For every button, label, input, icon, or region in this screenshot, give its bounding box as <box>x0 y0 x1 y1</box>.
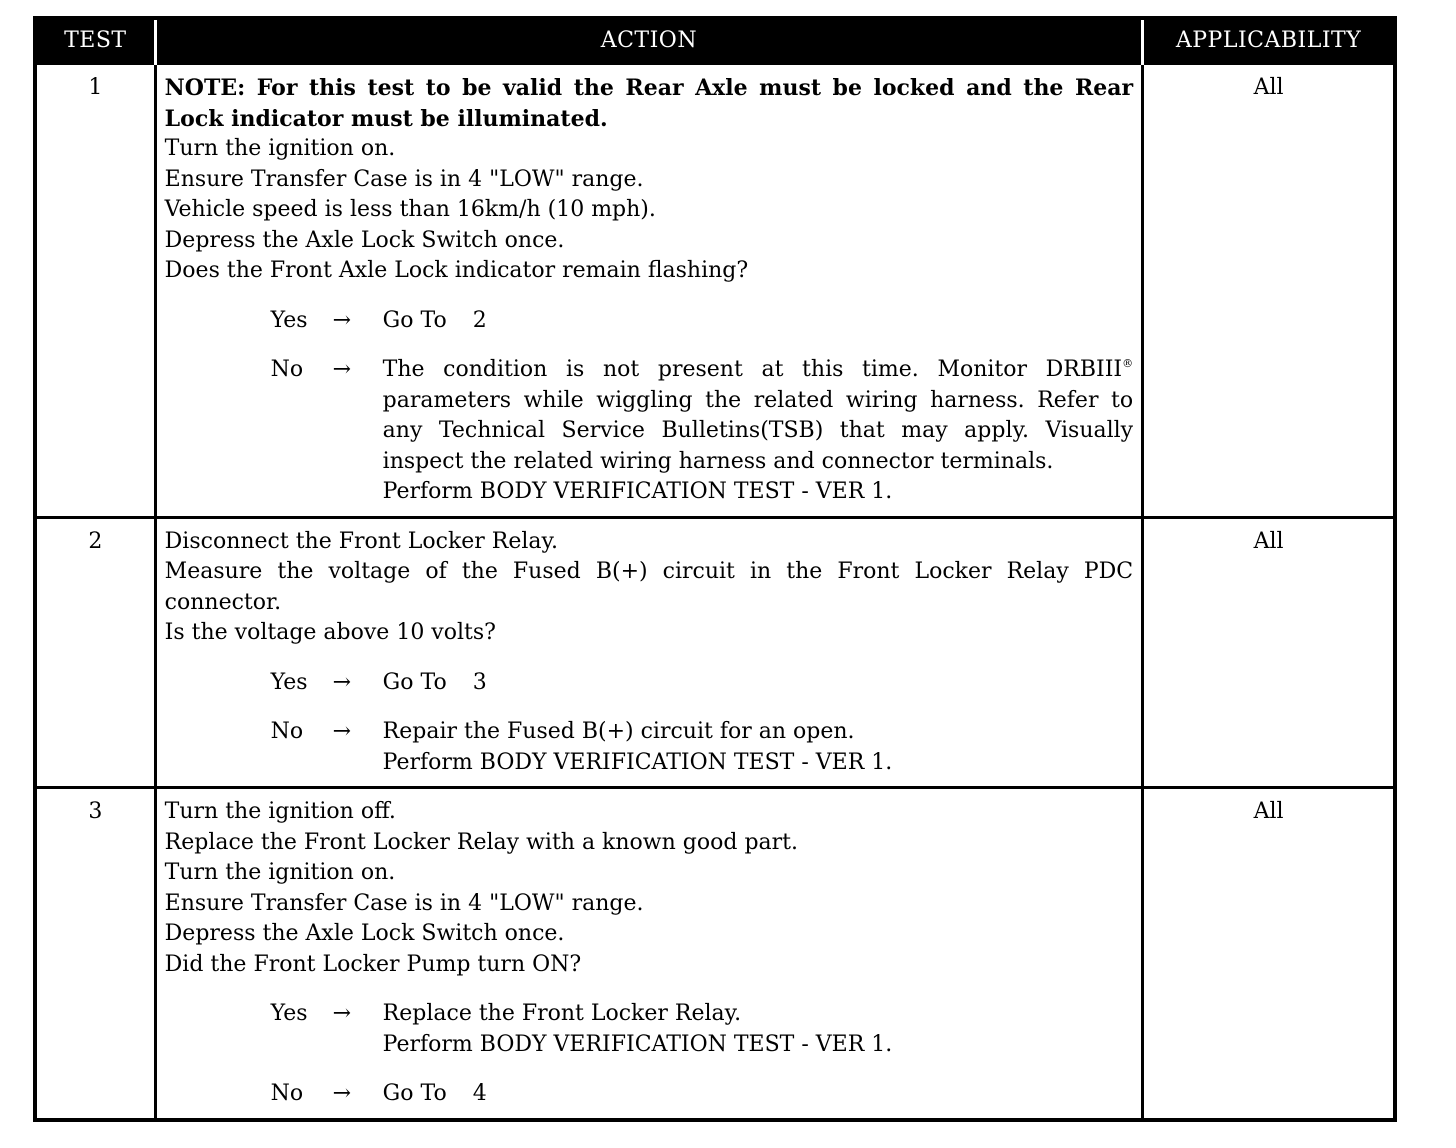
yes-result <box>383 999 1133 1060</box>
applicability-value: All <box>1143 64 1395 518</box>
goto-number: 4 <box>472 1081 487 1106</box>
goto-number: 3 <box>472 669 487 695</box>
action-line: Depress the Axle Lock Switch once. <box>164 227 565 253</box>
yes-result-line: Perform BODY VERIFICATION TEST - VER 1. <box>382 1031 893 1057</box>
applicability-value: All <box>1143 788 1395 1120</box>
action-cell <box>155 788 1142 1120</box>
arrow-icon: → <box>332 669 352 695</box>
yes-result <box>383 668 1133 699</box>
table-header-row <box>35 18 1395 64</box>
header-test: TEST <box>35 18 155 64</box>
test-number: 1 <box>35 64 155 518</box>
goto-text: Go To <box>382 669 447 695</box>
action-cell <box>155 64 1142 518</box>
no-label: No <box>270 719 304 744</box>
no-outcome <box>165 717 1133 778</box>
goto-text: Go To <box>382 1081 447 1106</box>
action-line: Measure the voltage of the Fused B(+) circuit in the Front Locker Relay PDC connector. <box>164 559 1134 615</box>
registered-mark: ® <box>1122 357 1134 370</box>
action-line: Is the voltage above 10 volts? <box>164 620 496 645</box>
action-line: Depress the Axle Lock Switch once. <box>164 921 565 946</box>
action-line: Turn the ignition on. <box>164 136 396 161</box>
goto-number: 2 <box>472 307 487 333</box>
diagnostic-test-table <box>33 16 1397 1122</box>
action-line: Turn the ignition on. <box>164 860 396 885</box>
note-text: NOTE: For this test to be valid the Rear Axle must be locked and the Rear Lock indicator must be illuminated. <box>164 75 1134 132</box>
action-line: Ensure Transfer Case is in 4 "LOW" range. <box>164 890 644 916</box>
yes-result-line: Replace the Front Locker Relay. <box>382 1001 742 1026</box>
yes-label: Yes <box>270 307 308 333</box>
arrow-icon: → <box>332 357 352 382</box>
yes-outcome <box>165 668 1133 699</box>
arrow-icon: → <box>332 719 352 744</box>
no-outcome <box>165 355 1133 508</box>
goto-text: Go To <box>382 307 447 333</box>
test-number: 3 <box>35 788 155 1120</box>
yes-outcome <box>165 306 1133 337</box>
action-line: Ensure Transfer Case is in 4 "LOW" range. <box>164 166 644 192</box>
action-line: Does the Front Axle Lock indicator remain flashing? <box>164 258 749 283</box>
arrow-icon: → <box>332 1081 352 1106</box>
no-result-text <box>383 355 1133 477</box>
no-result <box>383 355 1133 508</box>
table-row <box>35 788 1395 1120</box>
test-number: 2 <box>35 517 155 788</box>
action-line: Disconnect the Front Locker Relay. <box>164 528 559 554</box>
no-outcome <box>165 1079 1133 1110</box>
header-applicability: APPLICABILITY <box>1143 18 1395 64</box>
header-action: ACTION <box>155 18 1142 64</box>
yes-label: Yes <box>270 1001 308 1026</box>
action-line: Turn the ignition off. <box>164 799 396 824</box>
action-line: Replace the Front Locker Relay with a known good part. <box>164 829 798 855</box>
no-label: No <box>270 357 304 382</box>
no-label: No <box>270 1081 304 1106</box>
table-row <box>35 64 1395 518</box>
action-line: Vehicle speed is less than 16km/h (10 mph). <box>164 197 656 222</box>
no-result <box>383 1079 1133 1110</box>
no-result-line: Repair the Fused B(+) circuit for an open. <box>382 719 855 744</box>
yes-label: Yes <box>270 669 308 695</box>
action-cell <box>155 517 1142 788</box>
no-result-part: parameters while wiggling the related wiring harness. Refer to any Technical Service Bulletins(TSB) that may apply. Visually inspect the related wiring harness and connector terminals. <box>382 387 1134 474</box>
yes-result <box>383 306 1133 337</box>
arrow-icon: → <box>332 1001 352 1026</box>
action-line: Did the Front Locker Pump turn ON? <box>164 951 582 977</box>
table-row <box>35 517 1395 788</box>
no-result-line: Perform BODY VERIFICATION TEST - VER 1. <box>382 749 893 775</box>
yes-outcome <box>165 999 1133 1060</box>
no-result <box>383 717 1133 778</box>
applicability-value: All <box>1143 517 1395 788</box>
no-result-line: Perform BODY VERIFICATION TEST - VER 1. <box>382 479 893 504</box>
no-result-part: The condition is not present at this time. Monitor DRBIII <box>382 357 1123 382</box>
arrow-icon: → <box>332 307 352 333</box>
